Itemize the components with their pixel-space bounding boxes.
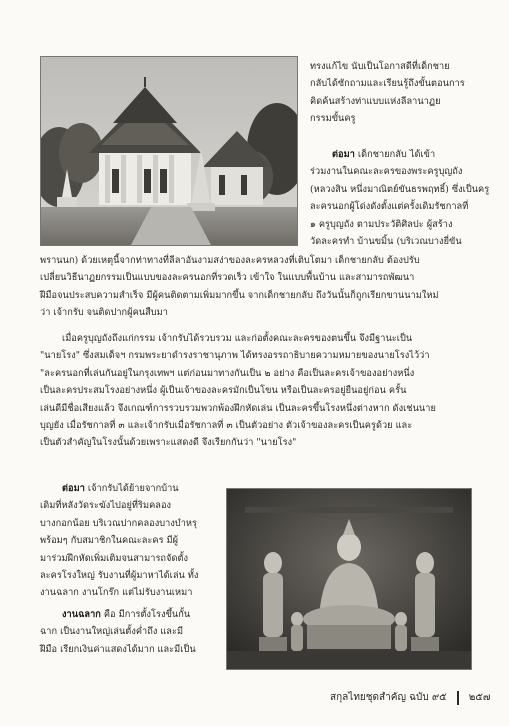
footer-divider — [457, 691, 459, 705]
text-line: บุญยัง เมื่อรัชกาลที่ ๓ และเจ้ากรับเมื่อรัชกาลที่ ๓ เป็นตัวอย่าง ตัวเจ้าของละครเป็นครูด้วย และ — [40, 420, 413, 432]
text-line: พรานนก) ด้วยเหตุนี้จากท่าทางที่ลีลาอันงามสง่าของละครหลวงที่เติบโตมา เด็กชายกลับ ต้องปรับ — [40, 255, 420, 266]
buddha-photo — [226, 488, 472, 670]
text-line: (หลวงสิน หนึ่งมาณิตย์ขันธรพฤทธิ์) ซึ่งเป็นครู — [310, 183, 490, 195]
text-line: วัดละครทำ บ้านขมิ้น (บริเวณบางยี่ขัน — [310, 236, 462, 248]
temple-photo — [40, 56, 298, 246]
text-line: ฝีมือ เรียกเงินค่าแสดงได้มาก และมีเป็น — [40, 643, 196, 655]
text-line: เป็นละครประสมโรงอย่างหนึ่ง ผู้เป็นเจ้าของละครมักเป็นโขน หรือเป็นละครอยู่ยืนอยู่ก่อน ครั้น — [40, 385, 407, 397]
text-line: คิดค้นสร้างท่าแบบแห่งลีลานาฏย — [310, 95, 441, 107]
lead-word: งานฉลาก — [62, 609, 101, 620]
text-line: เป็นตัวสำคัญในโรงนั้นด้วยเพราะแสดงดี จึงเรียกกันว่า "นายโรง" — [40, 437, 297, 449]
paragraph-4 — [40, 480, 198, 602]
text-run: คือ มีการตั้งโรงขึ้นกั้น — [100, 609, 191, 620]
text-line: เปลี่ยนวิธีนาฏยกรรมเป็นแบบของละครนอกที่รวดเร็ว เข้าใจ ในแบบพื้นบ้าน และสามารถพัฒนา — [40, 272, 415, 284]
text-line: ละครนอกผู้โด่งดังตั้งแต่ครั้งเดิมรัชกาลที่ — [310, 201, 469, 213]
page-number: ๒๕๗ — [468, 692, 491, 703]
paragraph-3 — [40, 330, 470, 452]
text-line: ว่า เจ้ากรับ จนติดปากผู้คนสืบมา — [40, 307, 168, 319]
intro-right-paragraph — [310, 58, 465, 128]
buddha-illustration — [227, 489, 471, 669]
text-line: "นายโรง" ซึ่งสมเด็จฯ กรมพระยาดำรงราชานุภาพ ได้ทรงอรรถาธิบายความหมายของนายโรงไว้ว่า — [40, 350, 430, 362]
text-line: ละครโรงใหญ่ รับงานที่ผู้มาหาได้เล่น ทั้ง — [40, 570, 199, 582]
text-run: เจ้ากรับได้ย้ายจากบ้าน — [84, 483, 179, 494]
text-run: เด็กชายกลับ ได้เข้า — [354, 149, 436, 160]
text-line: ฝีมือจนประสบความสำเร็จ มีผู้คนติดตามเพิ่มมากขึ้น จากเด็กชายกลับ ถึงวันนั้นก็ถูกเรียกขานนามใหม่ — [40, 289, 439, 301]
text-line: "ละครนอกที่เล่นกันอยู่ในกรุงเทพฯ แต่ก่อนมาทางกันเป็น ๒ อย่าง คือเป็นละครเจ้าของอย่างหนึ่ง — [40, 367, 415, 379]
text-line: ร่วมงานในคณะละครของพระครูบุญถัง — [310, 166, 463, 178]
paragraph-2-full — [40, 252, 470, 322]
paragraph-2-right — [310, 146, 489, 250]
text-line: เล่นดีมีชื่อเสียงแล้ว จึงเกณฑ์การรวบรวมพวกพ้องฝึกหัดเล่น เป็นละครขึ้นโรงหนึ่งต่างหาก ดังเช่นนาย — [40, 402, 436, 414]
text-line: ฉาก เป็นงานใหญ่เล่นตั้งค่ำถึง และมี — [40, 626, 184, 638]
page-footer — [330, 690, 490, 705]
text-line — [40, 480, 198, 497]
text-line: บางกอกน้อย บริเวณปากคลองบางบำหรุ — [40, 517, 198, 529]
temple-illustration — [41, 57, 297, 245]
text-line: กรรมขั้นครู — [310, 113, 356, 125]
lead-word: ต่อมา — [332, 149, 355, 160]
text-line — [40, 606, 196, 623]
text-line: งานฉลาก งานโกร๊ก แต่ไม่รับงานเหมา — [40, 587, 193, 599]
text-line: กลับได้ซักถามและเรียนรู้ถึงขั้นตอนการ — [310, 78, 465, 90]
footer-title: สกุลไทยชุดสำคัญ ฉบับ ๙๕ — [330, 692, 447, 703]
text-line: มาร่วมฝึกหัดเพิ่มเติมจนสามารถจัดตั้ง — [40, 552, 189, 564]
paragraph-5 — [40, 606, 196, 658]
text-line: ๑ ครูบุญถัง ตามประวัติศิลปะ ผู้สร้าง — [310, 218, 453, 230]
text-line: ทรงแก้ไข นับเป็นโอกาสดีที่เด็กชาย — [310, 61, 450, 72]
text-line: เดิมที่หลังวัดระฆังไปอยู่ที่ริมคลอง — [40, 500, 172, 512]
lead-word: ต่อมา — [62, 483, 85, 494]
text-line: พร้อมๆ กับสมาชิกในคณะละคร มีผู้ — [40, 535, 179, 547]
text-line: เมื่อครูบุญถังถึงแก่กรรม เจ้ากรับได้รวบรวม และก่อตั้งคณะละครของตนขึ้น จึงมีฐานะเป็น — [62, 333, 413, 344]
text-line — [310, 146, 489, 163]
